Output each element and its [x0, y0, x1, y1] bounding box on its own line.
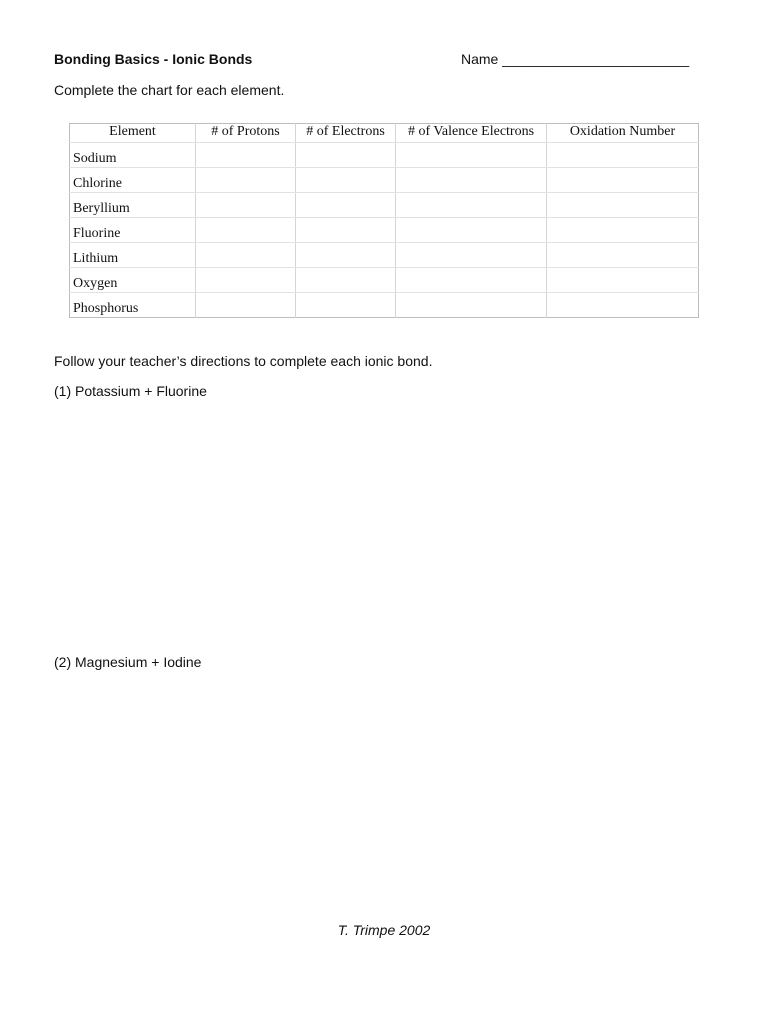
- table-row: [70, 143, 699, 168]
- valence-electrons-cell: [396, 193, 547, 218]
- valence-electrons-cell: [396, 168, 547, 193]
- table-row: [70, 293, 699, 318]
- protons-cell: [196, 268, 296, 293]
- element-name-cell: Fluorine: [70, 218, 196, 243]
- table-row: [70, 268, 699, 293]
- oxidation-number-cell: [547, 193, 699, 218]
- oxidation-number-cell: [547, 293, 699, 318]
- column-header-protons: # of Protons: [196, 124, 296, 143]
- electrons-cell: [296, 143, 396, 168]
- name-field: Name ________________________: [461, 51, 690, 67]
- problem-2-label: (2) Magnesium + Iodine: [54, 654, 202, 670]
- valence-electrons-cell: [396, 268, 547, 293]
- oxidation-number-cell: [547, 218, 699, 243]
- element-name-cell: Oxygen: [70, 268, 196, 293]
- table-row: [70, 168, 699, 193]
- author-credit: T. Trimpe 2002: [337, 922, 431, 938]
- chart-instructions: Complete the chart for each element.: [54, 82, 285, 98]
- column-header-element: Element: [70, 124, 196, 143]
- bond-instructions: Follow your teacher’s directions to complete each ionic bond.: [54, 353, 433, 369]
- electrons-cell: [296, 243, 396, 268]
- element-chart: [69, 123, 699, 318]
- table-row: [70, 218, 699, 243]
- column-header-valence-electrons: # of Valence Electrons: [396, 124, 547, 143]
- problem-1-label: (1) Potassium + Fluorine: [54, 383, 207, 399]
- protons-cell: [196, 193, 296, 218]
- valence-electrons-cell: [396, 293, 547, 318]
- oxidation-number-cell: [547, 143, 699, 168]
- element-name-cell: Sodium: [70, 143, 196, 168]
- element-name-cell: Lithium: [70, 243, 196, 268]
- valence-electrons-cell: [396, 243, 547, 268]
- protons-cell: [196, 168, 296, 193]
- table-header-row: [70, 124, 699, 143]
- table-row: [70, 243, 699, 268]
- column-header-electrons: # of Electrons: [296, 124, 396, 143]
- oxidation-number-cell: [547, 243, 699, 268]
- table-row: [70, 193, 699, 218]
- electrons-cell: [296, 168, 396, 193]
- protons-cell: [196, 243, 296, 268]
- electrons-cell: [296, 218, 396, 243]
- electrons-cell: [296, 193, 396, 218]
- element-name-cell: Chlorine: [70, 168, 196, 193]
- oxidation-number-cell: [547, 168, 699, 193]
- element-name-cell: Phosphorus: [70, 293, 196, 318]
- protons-cell: [196, 218, 296, 243]
- oxidation-number-cell: [547, 268, 699, 293]
- column-header-oxidation-number: Oxidation Number: [547, 124, 699, 143]
- valence-electrons-cell: [396, 143, 547, 168]
- protons-cell: [196, 143, 296, 168]
- electrons-cell: [296, 268, 396, 293]
- valence-electrons-cell: [396, 218, 547, 243]
- worksheet-title: Bonding Basics - Ionic Bonds: [54, 51, 253, 67]
- electrons-cell: [296, 293, 396, 318]
- element-name-cell: Beryllium: [70, 193, 196, 218]
- protons-cell: [196, 293, 296, 318]
